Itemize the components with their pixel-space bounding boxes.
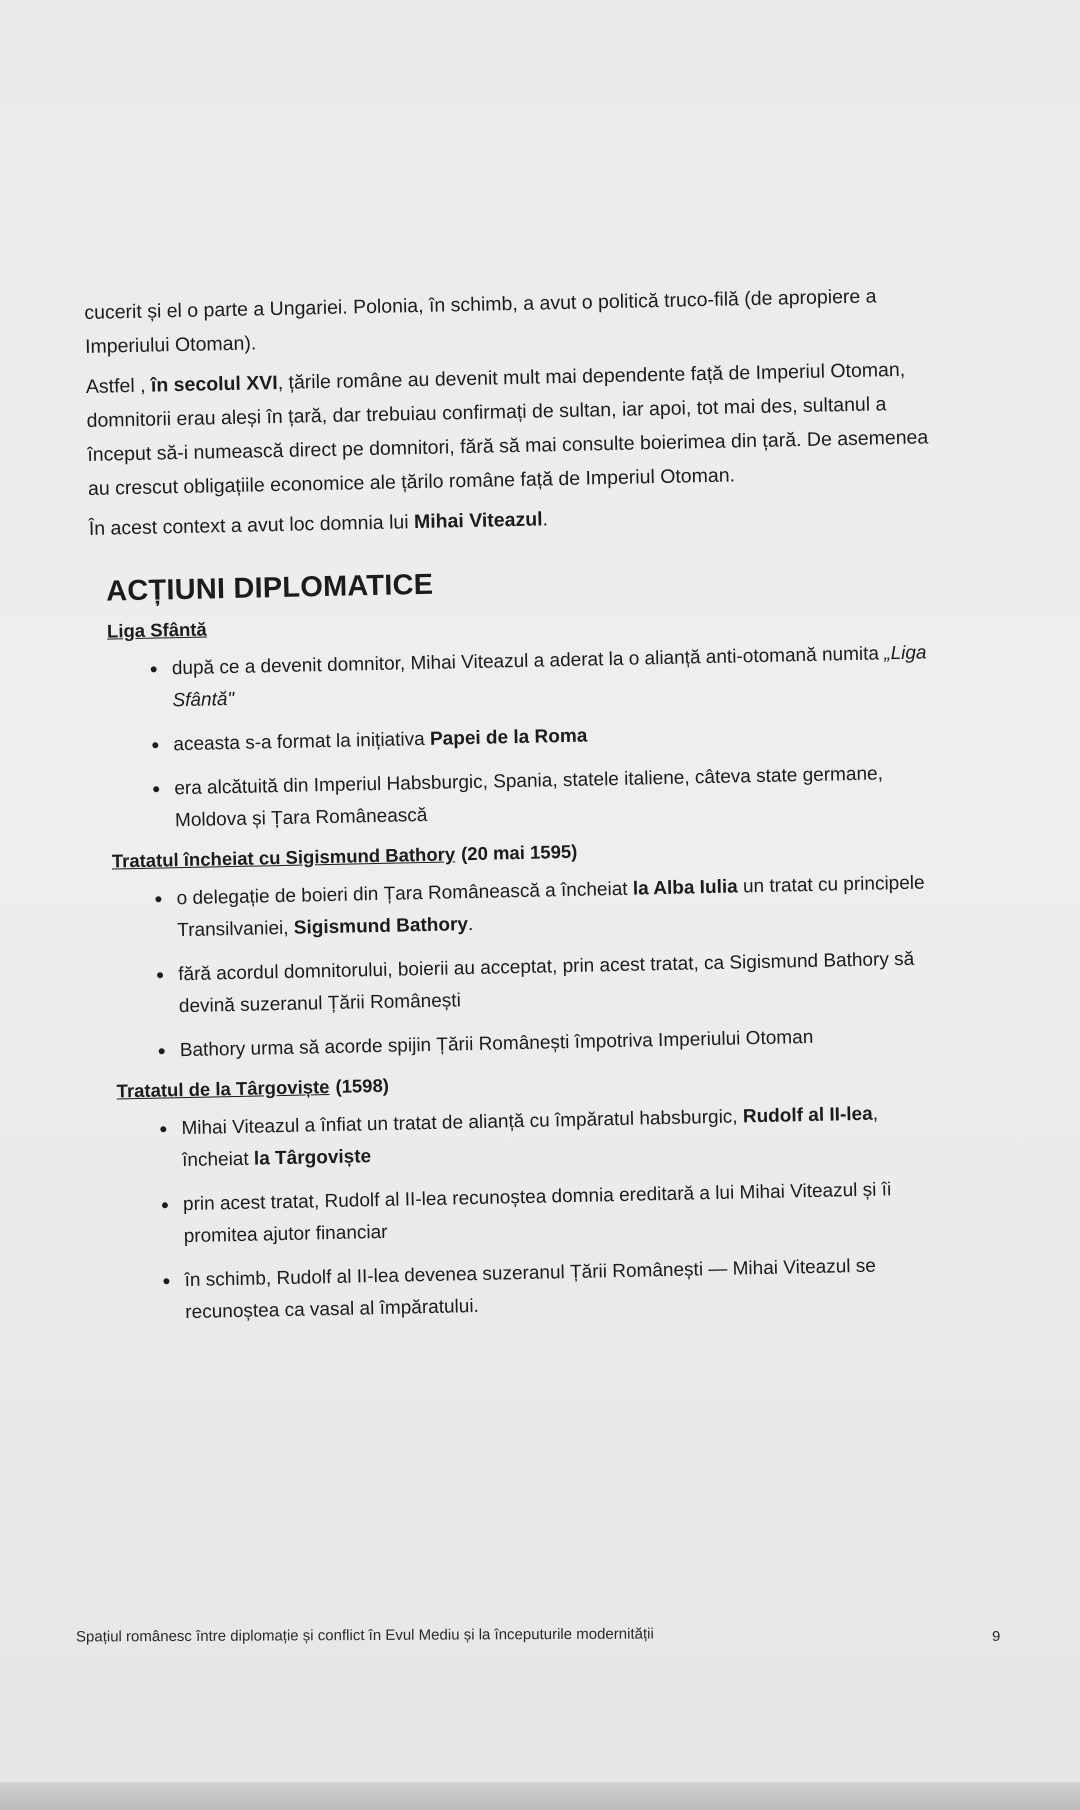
intro-text-3-bold: Mihai Viteazul	[413, 508, 543, 534]
intro-text-2-end: , țările române au devenit mult mai dependente față de Imperiul Otoman, domnitorii erau aleși în țară, dar trebuiau confirmați de sultan, iar apoi, tot mai des, sultanul a început să-i numească direct pe domnitori, fără să mai consulte boierimea din țară. De asemenea au crescut obligațiile economice ale țărilo române față de Imperiul Otoman.	[86, 358, 929, 500]
targoviste-b1-start: Mihai Viteazul a înfiat un tratat de alianță cu împăratul habsburgic,	[181, 1106, 744, 1140]
section-title: ACȚIUNI DIPLOMATICE	[105, 568, 434, 608]
bullet-icon: •	[159, 1116, 168, 1142]
bathory-list	[96, 867, 946, 1069]
liga-b3-text: era alcătuită din Imperiul Habsburgic, Spania, statele italiene, câteva state germane, Moldova și Țara Românească	[174, 763, 884, 832]
list-item	[94, 757, 941, 839]
bathory-b1-bold2: Sigismund Bathory	[293, 914, 469, 939]
page-content	[84, 278, 952, 1342]
list-item	[98, 943, 945, 1025]
bullet-icon: •	[160, 1192, 170, 1218]
targoviste-b1-bold2: la Târgoviște	[253, 1146, 372, 1170]
targoviste-heading	[116, 1063, 946, 1102]
footer-title: Spațiul românesc între diplomație și conflict în Evul Mediu și la începuturile modernității	[75, 1625, 654, 1646]
liga-heading-text: Liga Sfântă	[106, 618, 207, 642]
list-item	[96, 867, 943, 949]
bathory-b3-text: Bathory urma să acorde spijin Țării Românești împotriva Imperiului Otoman	[179, 1026, 814, 1062]
liga-b2-text: aceasta s-a format la inițiativa	[173, 728, 431, 756]
bullet-icon: •	[162, 1268, 171, 1294]
list-item	[93, 713, 939, 763]
bullet-icon: •	[157, 1038, 166, 1064]
list-item	[92, 637, 939, 719]
list-item	[104, 1249, 951, 1331]
liga-b2-bold: Papei de la Roma	[429, 725, 588, 750]
bullet-icon: •	[154, 886, 163, 912]
targoviste-b3-text: în schimb, Rudolf al II-lea devenea suzeranul Țării Românești — Mihai Viteazul se recunoștea ca vasal al împăratului.	[184, 1255, 877, 1324]
page-bottom-edge	[0, 1782, 1080, 1810]
intro-text-1: cucerit și el o parte a Ungariei. Polonia, în schimb, a avut o politică truco-filă (de apropiere a Imperiului Otoman).	[84, 285, 877, 358]
liga-list	[92, 637, 942, 839]
intro-text-2-start: Astfel ,	[85, 374, 152, 398]
targoviste-b2-text: prin acest tratat, Rudolf al II-lea recunoștea domnia ereditară a lui Mihai Viteazul și îi promitea ajutor financiar	[182, 1179, 892, 1248]
intro-text-3-end: .	[542, 508, 549, 531]
intro-paragraph-2	[86, 352, 935, 506]
bathory-b1-start: o delegație de boieri din Țara Românească a încheiat	[176, 878, 634, 910]
liga-heading	[107, 603, 937, 642]
intro-text-3-start: În acest context a avut loc domnia lui	[88, 511, 415, 540]
bullet-icon: •	[151, 732, 160, 758]
bathory-heading	[112, 833, 942, 872]
bathory-b1-end: .	[467, 913, 474, 936]
list-item	[103, 1173, 950, 1255]
targoviste-date: (1598)	[335, 1074, 390, 1097]
intro-text-2-bold: în secolul XVI	[150, 371, 278, 397]
bathory-b1-bold1: la Alba Iulia	[632, 876, 738, 900]
list-item	[100, 1019, 946, 1069]
targoviste-list	[101, 1097, 951, 1331]
bullet-icon: •	[152, 776, 161, 802]
bathory-b2-text: fără acordul domnitorului, boierii au acceptat, prin acest tratat, ca Sigismund Bathory să devină suzeranul Țării Românești	[178, 948, 915, 1018]
bathory-b1-mid: un tratat cu principele Transilvaniei,	[177, 872, 925, 942]
bullet-icon: •	[155, 962, 165, 988]
bullet-icon: •	[149, 656, 158, 682]
page-number: 9	[992, 1628, 1001, 1645]
targoviste-b1-mid: , încheiat	[181, 1103, 879, 1172]
list-item	[101, 1097, 948, 1179]
bathory-date: (20 mai 1595)	[460, 840, 578, 865]
targoviste-heading-text: Tratatul de la Târgoviște	[116, 1076, 330, 1102]
liga-b1-italic: „Liga Sfântă"	[172, 642, 927, 712]
targoviste-b1-bold1: Rudolf al II-lea	[742, 1103, 873, 1128]
intro-paragraph-1	[84, 278, 931, 364]
liga-b1-text: după ce a devenit domnitor, Mihai Viteazul a aderat la o alianță anti-otomană numita	[171, 643, 885, 680]
bathory-heading-text: Tratatul încheiat cu Sigismund Bathory	[111, 843, 456, 872]
